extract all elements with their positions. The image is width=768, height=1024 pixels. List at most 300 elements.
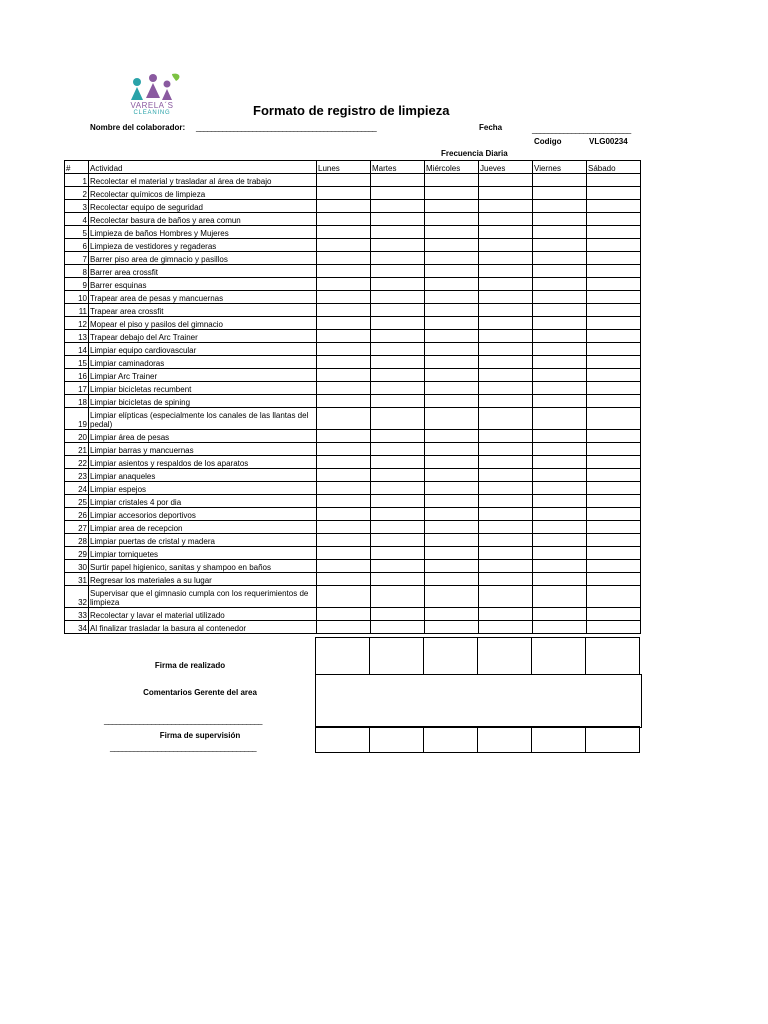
check-cell-jueves[interactable] [479, 304, 533, 317]
row-number: 17 [65, 382, 89, 395]
check-cell-martes[interactable] [371, 495, 425, 508]
check-cell-jueves[interactable] [479, 382, 533, 395]
check-cell-viernes[interactable] [533, 252, 587, 265]
check-cell-sabado[interactable] [587, 586, 641, 608]
check-cell-miercoles[interactable] [425, 252, 479, 265]
check-cell-martes[interactable] [371, 508, 425, 521]
check-cell-jueves[interactable] [479, 482, 533, 495]
check-cell-viernes[interactable] [533, 395, 587, 408]
check-cell-jueves[interactable] [479, 226, 533, 239]
check-cell-miercoles[interactable] [425, 508, 479, 521]
check-cell-jueves[interactable] [479, 239, 533, 252]
activity-cell: Trapear debajo del Arc Trainer [89, 330, 317, 343]
check-cell-sabado[interactable] [587, 278, 641, 291]
check-cell-viernes[interactable] [533, 443, 587, 456]
check-cell-miercoles[interactable] [425, 382, 479, 395]
check-cell-lunes[interactable] [317, 265, 371, 278]
check-cell-viernes[interactable] [533, 495, 587, 508]
table-row [65, 443, 641, 456]
check-cell-viernes[interactable] [533, 430, 587, 443]
table-row [65, 174, 641, 187]
check-cell-sabado[interactable] [587, 495, 641, 508]
check-cell-lunes[interactable] [317, 521, 371, 534]
check-cell-jueves[interactable] [479, 330, 533, 343]
check-cell-lunes[interactable] [317, 608, 371, 621]
check-cell-sabado[interactable] [587, 382, 641, 395]
check-cell-lunes[interactable] [317, 456, 371, 469]
check-cell-lunes[interactable] [317, 317, 371, 330]
check-cell-sabado[interactable] [587, 573, 641, 586]
check-cell-viernes[interactable] [533, 356, 587, 369]
activity-cell: Mopear el piso y pasilos del gimnacio [89, 317, 317, 330]
check-cell-sabado[interactable] [587, 369, 641, 382]
check-cell-miercoles[interactable] [425, 495, 479, 508]
row-number: 10 [65, 291, 89, 304]
check-cell-sabado[interactable] [587, 508, 641, 521]
check-cell-lunes[interactable] [317, 187, 371, 200]
row-number: 11 [65, 304, 89, 317]
activity-cell: Limpiar Arc Trainer [89, 369, 317, 382]
check-cell-viernes[interactable] [533, 174, 587, 187]
check-cell-viernes[interactable] [533, 369, 587, 382]
check-cell-martes[interactable] [371, 382, 425, 395]
check-cell-viernes[interactable] [533, 343, 587, 356]
check-cell-martes[interactable] [371, 469, 425, 482]
row-number: 29 [65, 547, 89, 560]
check-cell-lunes[interactable] [317, 430, 371, 443]
check-cell-sabado[interactable] [587, 547, 641, 560]
brand-tagline: CLEANING [133, 110, 171, 116]
check-cell-martes[interactable] [371, 252, 425, 265]
check-cell-sabado[interactable] [587, 395, 641, 408]
check-cell-martes[interactable] [371, 239, 425, 252]
table-row [65, 508, 641, 521]
check-cell-viernes[interactable] [533, 508, 587, 521]
check-cell-sabado[interactable] [587, 304, 641, 317]
check-cell-sabado[interactable] [587, 482, 641, 495]
check-cell-jueves[interactable] [479, 317, 533, 330]
signature-done-label: Firma de realizado [154, 661, 226, 670]
check-cell-sabado[interactable] [587, 608, 641, 621]
check-cell-viernes[interactable] [533, 521, 587, 534]
check-cell-martes[interactable] [371, 456, 425, 469]
column-header: Sábado [587, 161, 641, 174]
check-cell-lunes[interactable] [317, 330, 371, 343]
check-cell-lunes[interactable] [317, 395, 371, 408]
check-cell-jueves[interactable] [479, 621, 533, 634]
row-number: 26 [65, 508, 89, 521]
check-cell-jueves[interactable] [479, 174, 533, 187]
check-cell-miercoles[interactable] [425, 547, 479, 560]
manager-comments-label: Comentarios Gerente del area [143, 688, 257, 697]
check-cell-jueves[interactable] [479, 469, 533, 482]
check-cell-viernes[interactable] [533, 226, 587, 239]
check-cell-sabado[interactable] [587, 456, 641, 469]
check-cell-sabado[interactable] [587, 521, 641, 534]
signature-cell-martes[interactable] [370, 638, 424, 675]
check-cell-viernes[interactable] [533, 304, 587, 317]
check-cell-martes[interactable] [371, 482, 425, 495]
check-cell-sabado[interactable] [587, 443, 641, 456]
check-cell-jueves[interactable] [479, 547, 533, 560]
check-cell-sabado[interactable] [587, 265, 641, 278]
check-cell-jueves[interactable] [479, 213, 533, 226]
table-row [65, 304, 641, 317]
check-cell-lunes[interactable] [317, 304, 371, 317]
check-cell-viernes[interactable] [533, 239, 587, 252]
table-row [65, 239, 641, 252]
activity-cell: Limpiar anaqueles [89, 469, 317, 482]
check-cell-jueves[interactable] [479, 278, 533, 291]
activity-cell: Surtir papel higienico, sanitas y shampoo en baños [89, 560, 317, 573]
check-cell-martes[interactable] [371, 560, 425, 573]
check-cell-miercoles[interactable] [425, 560, 479, 573]
check-cell-martes[interactable] [371, 317, 425, 330]
check-cell-martes[interactable] [371, 521, 425, 534]
check-cell-sabado[interactable] [587, 252, 641, 265]
row-number: 32 [65, 586, 89, 608]
check-cell-miercoles[interactable] [425, 291, 479, 304]
check-cell-martes[interactable] [371, 573, 425, 586]
check-cell-jueves[interactable] [479, 456, 533, 469]
check-cell-lunes[interactable] [317, 573, 371, 586]
check-cell-jueves[interactable] [479, 395, 533, 408]
check-cell-martes[interactable] [371, 430, 425, 443]
check-cell-martes[interactable] [371, 395, 425, 408]
table-row [65, 226, 641, 239]
collaborator-label: Nombre del colaborador: [90, 123, 186, 132]
check-cell-viernes[interactable] [533, 278, 587, 291]
code-label: Codigo [534, 137, 562, 146]
check-cell-sabado[interactable] [587, 200, 641, 213]
check-cell-viernes[interactable] [533, 330, 587, 343]
table-row [65, 187, 641, 200]
table-row [65, 573, 641, 586]
brand-name: VARELA´S [130, 101, 174, 110]
check-cell-sabado[interactable] [587, 430, 641, 443]
check-cell-jueves[interactable] [479, 200, 533, 213]
check-cell-sabado[interactable] [587, 213, 641, 226]
activity-cell: Limpiar espejos [89, 482, 317, 495]
check-cell-martes[interactable] [371, 200, 425, 213]
check-cell-jueves[interactable] [479, 252, 533, 265]
row-number: 30 [65, 560, 89, 573]
check-cell-lunes[interactable] [317, 252, 371, 265]
check-cell-viernes[interactable] [533, 187, 587, 200]
check-cell-miercoles[interactable] [425, 343, 479, 356]
check-cell-martes[interactable] [371, 265, 425, 278]
check-cell-jueves[interactable] [479, 508, 533, 521]
check-cell-viernes[interactable] [533, 621, 587, 634]
check-cell-miercoles[interactable] [425, 456, 479, 469]
check-cell-miercoles[interactable] [425, 521, 479, 534]
signature-cell-jueves[interactable] [478, 638, 532, 675]
check-cell-miercoles[interactable] [425, 356, 479, 369]
activity-cell: Trapear area crossfit [89, 304, 317, 317]
check-cell-lunes[interactable] [317, 560, 371, 573]
check-cell-jueves[interactable] [479, 343, 533, 356]
check-cell-jueves[interactable] [479, 187, 533, 200]
check-cell-jueves[interactable] [479, 265, 533, 278]
check-cell-sabado[interactable] [587, 343, 641, 356]
check-cell-viernes[interactable] [533, 482, 587, 495]
activity-cell: Limpiar área de pesas [89, 430, 317, 443]
check-cell-viernes[interactable] [533, 560, 587, 573]
row-number: 13 [65, 330, 89, 343]
check-cell-viernes[interactable] [533, 547, 587, 560]
check-cell-martes[interactable] [371, 304, 425, 317]
column-header: Jueves [479, 161, 533, 174]
check-cell-miercoles[interactable] [425, 187, 479, 200]
check-cell-lunes[interactable] [317, 469, 371, 482]
check-cell-sabado[interactable] [587, 239, 641, 252]
row-number: 6 [65, 239, 89, 252]
check-cell-viernes[interactable] [533, 213, 587, 226]
check-cell-jueves[interactable] [479, 408, 533, 430]
check-cell-lunes[interactable] [317, 356, 371, 369]
check-cell-jueves[interactable] [479, 430, 533, 443]
activity-cell: Limpiar barras y mancuernas [89, 443, 317, 456]
check-cell-jueves[interactable] [479, 573, 533, 586]
check-cell-sabado[interactable] [587, 330, 641, 343]
check-cell-viernes[interactable] [533, 469, 587, 482]
supervision-signature-label: Firma de supervisión [159, 731, 241, 740]
table-row [65, 547, 641, 560]
check-cell-miercoles[interactable] [425, 369, 479, 382]
check-cell-miercoles[interactable] [425, 621, 479, 634]
check-cell-lunes[interactable] [317, 343, 371, 356]
check-cell-lunes[interactable] [317, 239, 371, 252]
check-cell-jueves[interactable] [479, 356, 533, 369]
table-row [65, 408, 641, 430]
check-cell-viernes[interactable] [533, 317, 587, 330]
row-number: 33 [65, 608, 89, 621]
signature-cell-miercoles[interactable] [424, 638, 478, 675]
row-number: 1 [65, 174, 89, 187]
activity-cell: Limpiar area de recepcion [89, 521, 317, 534]
check-cell-lunes[interactable] [317, 278, 371, 291]
check-cell-miercoles[interactable] [425, 395, 479, 408]
check-cell-jueves[interactable] [479, 586, 533, 608]
check-cell-sabado[interactable] [587, 469, 641, 482]
signature-cell-viernes[interactable] [532, 638, 586, 675]
activity-cell: Recolectar y lavar el material utilizado [89, 608, 317, 621]
check-cell-miercoles[interactable] [425, 408, 479, 430]
check-cell-martes[interactable] [371, 534, 425, 547]
check-cell-lunes[interactable] [317, 621, 371, 634]
check-cell-martes[interactable] [371, 226, 425, 239]
table-row [65, 482, 641, 495]
row-number: 3 [65, 200, 89, 213]
column-header: Actividad [89, 161, 317, 174]
activity-cell: Limpiar equipo cardiovascular [89, 343, 317, 356]
table-row [65, 621, 641, 634]
check-cell-martes[interactable] [371, 621, 425, 634]
check-cell-miercoles[interactable] [425, 443, 479, 456]
table-row [65, 521, 641, 534]
row-number: 22 [65, 456, 89, 469]
table-header-row [65, 161, 641, 174]
row-number: 23 [65, 469, 89, 482]
date-field[interactable]: _________________________ [532, 125, 631, 134]
check-cell-sabado[interactable] [587, 226, 641, 239]
table-row [65, 213, 641, 226]
row-number: 25 [65, 495, 89, 508]
check-cell-lunes[interactable] [317, 369, 371, 382]
code-value: VLG00234 [589, 137, 628, 146]
check-cell-lunes[interactable] [317, 586, 371, 608]
supervision-cell-sabado[interactable] [586, 727, 640, 753]
check-cell-miercoles[interactable] [425, 239, 479, 252]
check-cell-martes[interactable] [371, 291, 425, 304]
check-cell-lunes[interactable] [317, 482, 371, 495]
check-cell-jueves[interactable] [479, 495, 533, 508]
check-cell-viernes[interactable] [533, 608, 587, 621]
table-row [65, 200, 641, 213]
signature-cell-lunes[interactable] [316, 638, 370, 675]
supervision-cell-miercoles[interactable] [424, 727, 478, 753]
activity-cell: Regresar los materiales a su lugar [89, 573, 317, 586]
check-cell-sabado[interactable] [587, 560, 641, 573]
check-cell-lunes[interactable] [317, 213, 371, 226]
check-cell-miercoles[interactable] [425, 586, 479, 608]
check-cell-lunes[interactable] [317, 547, 371, 560]
check-cell-sabado[interactable] [587, 534, 641, 547]
check-cell-sabado[interactable] [587, 291, 641, 304]
row-number: 14 [65, 343, 89, 356]
check-cell-miercoles[interactable] [425, 213, 479, 226]
supervision-cell-jueves[interactable] [478, 727, 532, 753]
check-cell-miercoles[interactable] [425, 608, 479, 621]
check-cell-martes[interactable] [371, 356, 425, 369]
row-number: 16 [65, 369, 89, 382]
check-cell-miercoles[interactable] [425, 482, 479, 495]
row-number: 4 [65, 213, 89, 226]
collaborator-field[interactable]: ________________________________________________ [196, 123, 376, 132]
check-cell-martes[interactable] [371, 174, 425, 187]
check-cell-martes[interactable] [371, 369, 425, 382]
check-cell-sabado[interactable] [587, 187, 641, 200]
check-cell-miercoles[interactable] [425, 265, 479, 278]
check-cell-viernes[interactable] [533, 586, 587, 608]
activity-cell: Limpiar caminadoras [89, 356, 317, 369]
table-row [65, 382, 641, 395]
check-cell-jueves[interactable] [479, 291, 533, 304]
activity-cell: Recolectar equipo de seguridad [89, 200, 317, 213]
column-header: Martes [371, 161, 425, 174]
check-cell-viernes[interactable] [533, 291, 587, 304]
check-cell-viernes[interactable] [533, 265, 587, 278]
check-cell-martes[interactable] [371, 278, 425, 291]
check-cell-viernes[interactable] [533, 408, 587, 430]
comments-signature-line: ________________________________________ [104, 716, 262, 725]
check-cell-martes[interactable] [371, 586, 425, 608]
check-cell-martes[interactable] [371, 547, 425, 560]
check-cell-lunes[interactable] [317, 291, 371, 304]
check-cell-miercoles[interactable] [425, 174, 479, 187]
check-cell-miercoles[interactable] [425, 534, 479, 547]
check-cell-lunes[interactable] [317, 200, 371, 213]
row-number: 7 [65, 252, 89, 265]
check-cell-miercoles[interactable] [425, 304, 479, 317]
row-number: 31 [65, 573, 89, 586]
check-cell-miercoles[interactable] [425, 430, 479, 443]
check-cell-viernes[interactable] [533, 534, 587, 547]
table-row [65, 430, 641, 443]
check-cell-sabado[interactable] [587, 408, 641, 430]
frequency-label: Frecuencia Diaria [441, 149, 508, 158]
check-cell-lunes[interactable] [317, 226, 371, 239]
table-row [65, 395, 641, 408]
table-row [65, 586, 641, 608]
check-cell-jueves[interactable] [479, 560, 533, 573]
supervision-signature-line: _____________________________________ [110, 743, 257, 752]
table-row [65, 608, 641, 621]
activity-cell: Barrer piso area de gimnacio y pasillos [89, 252, 317, 265]
check-cell-sabado[interactable] [587, 356, 641, 369]
table-row [65, 356, 641, 369]
check-cell-lunes[interactable] [317, 174, 371, 187]
check-cell-miercoles[interactable] [425, 200, 479, 213]
signature-done-row [315, 637, 640, 675]
column-header: Viernes [533, 161, 587, 174]
check-cell-miercoles[interactable] [425, 278, 479, 291]
check-cell-martes[interactable] [371, 187, 425, 200]
check-cell-viernes[interactable] [533, 200, 587, 213]
check-cell-martes[interactable] [371, 213, 425, 226]
supervision-cell-viernes[interactable] [532, 727, 586, 753]
activity-cell: Limpiar torniquetes [89, 547, 317, 560]
check-cell-jueves[interactable] [479, 534, 533, 547]
check-cell-jueves[interactable] [479, 608, 533, 621]
check-cell-miercoles[interactable] [425, 330, 479, 343]
check-cell-martes[interactable] [371, 330, 425, 343]
row-number: 15 [65, 356, 89, 369]
check-cell-lunes[interactable] [317, 495, 371, 508]
check-cell-miercoles[interactable] [425, 573, 479, 586]
check-cell-sabado[interactable] [587, 621, 641, 634]
check-cell-martes[interactable] [371, 443, 425, 456]
check-cell-miercoles[interactable] [425, 317, 479, 330]
check-cell-viernes[interactable] [533, 456, 587, 469]
check-cell-martes[interactable] [371, 343, 425, 356]
check-cell-viernes[interactable] [533, 382, 587, 395]
check-cell-jueves[interactable] [479, 443, 533, 456]
check-cell-martes[interactable] [371, 408, 425, 430]
supervision-signature-row [315, 726, 640, 753]
check-cell-miercoles[interactable] [425, 226, 479, 239]
check-cell-viernes[interactable] [533, 573, 587, 586]
check-cell-lunes[interactable] [317, 382, 371, 395]
supervision-cell-lunes[interactable] [316, 727, 370, 753]
check-cell-miercoles[interactable] [425, 469, 479, 482]
check-cell-sabado[interactable] [587, 317, 641, 330]
check-cell-lunes[interactable] [317, 534, 371, 547]
check-cell-sabado[interactable] [587, 174, 641, 187]
column-header: # [65, 161, 89, 174]
check-cell-lunes[interactable] [317, 408, 371, 430]
table-row [65, 265, 641, 278]
manager-comments-box[interactable] [315, 674, 642, 728]
check-cell-jueves[interactable] [479, 369, 533, 382]
check-cell-martes[interactable] [371, 608, 425, 621]
check-cell-lunes[interactable] [317, 508, 371, 521]
check-cell-jueves[interactable] [479, 521, 533, 534]
check-cell-lunes[interactable] [317, 443, 371, 456]
column-header: Lunes [317, 161, 371, 174]
signature-cell-sabado[interactable] [586, 638, 640, 675]
supervision-cell-martes[interactable] [370, 727, 424, 753]
